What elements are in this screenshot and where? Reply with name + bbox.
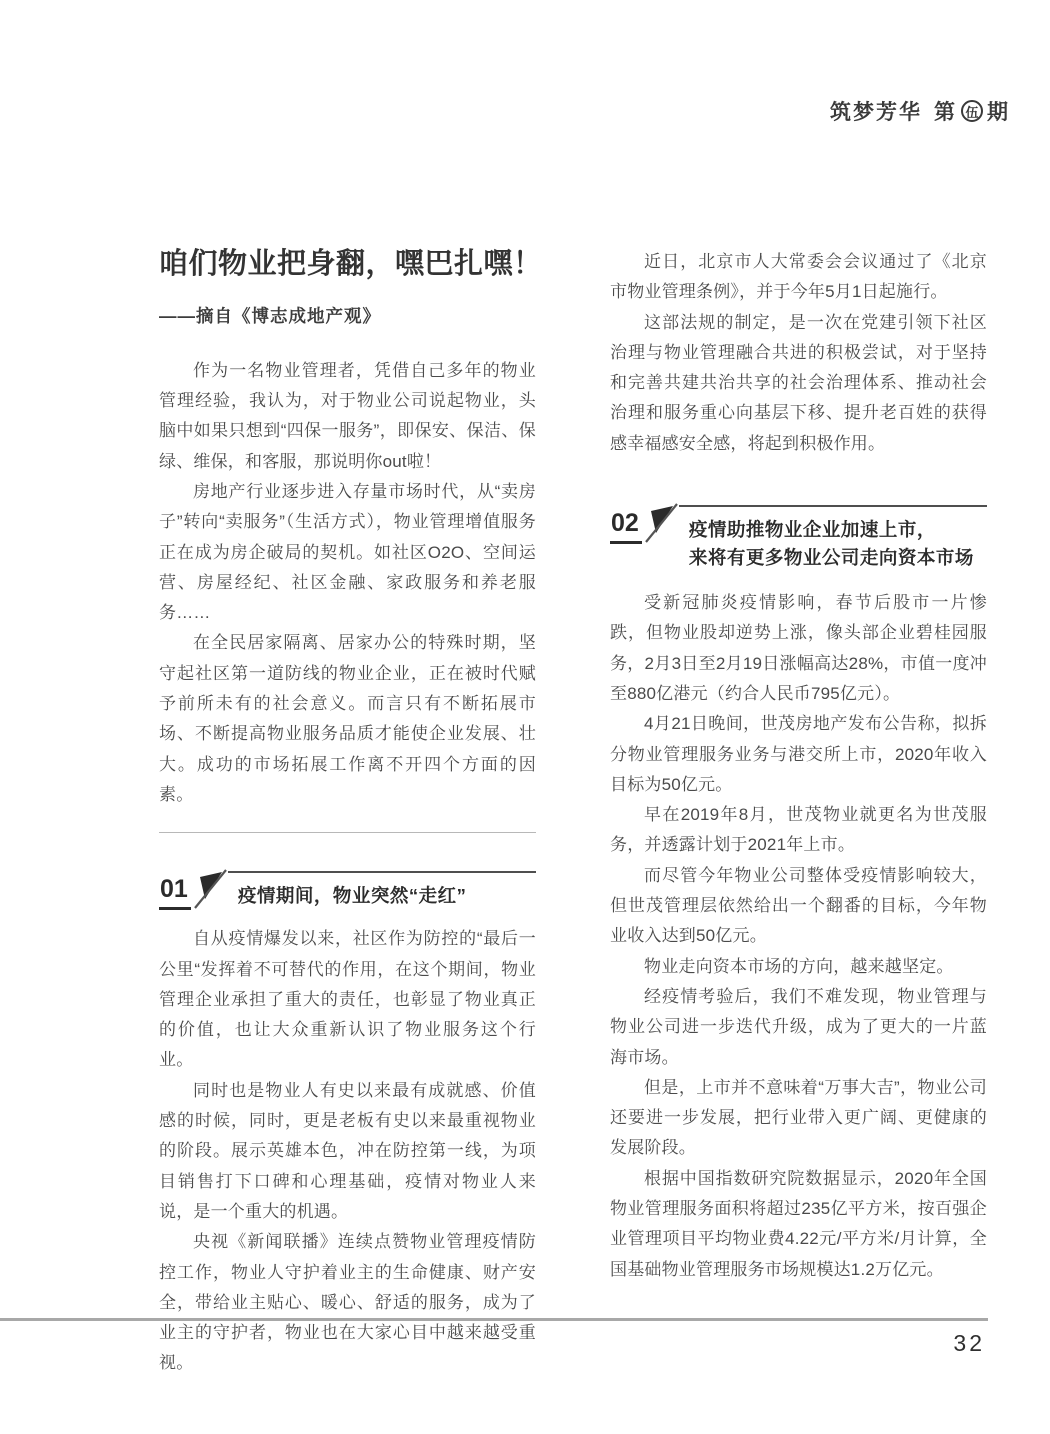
section-01-number: 01 xyxy=(159,877,191,910)
section-02-paragraphs xyxy=(610,588,987,1285)
section-slash-icon xyxy=(192,869,228,909)
paragraph: 但是，上市并不意味着“万事大吉”，物业公司还要进一步发展，把行业带入更广阔、更健康的发展阶段。 xyxy=(610,1077,987,1158)
paragraph: 在全民居家隔离、居家办公的特殊时期，坚守起社区第一道防线的物业企业，正在被时代赋予前所未有的社会意义。而言只有不断拓展市场、不断提高物业服务品质才能使企业发展、壮大。成功的市场拓展工作离不开四个方面的因素。 xyxy=(159,633,536,804)
paragraph: 同时也是物业人有史以来最有成就感、价值感的时候，同时，更是老板有史以来最重视物业的阶段。展示英雄本色，冲在防控第一线，为项目销售打下口碑和心理基础，疫情对物业人来说，是一个重大的机遇。 xyxy=(159,1080,536,1221)
right-column xyxy=(610,247,987,1285)
article-subtitle: ——摘自《博志成地产观》 xyxy=(159,305,381,326)
section-01-header xyxy=(159,869,536,910)
paragraph: 物业走向资本市场的方向，越来越坚定。 xyxy=(644,956,954,976)
paragraph: 央视《新闻联播》连续点赞物业管理疫情防控工作，物业人守护着业主的生命健康、财产安全，带给业主贴心、暖心、舒适的服务，成为了业主的守护者，物业也在大家心目中越来越受重视。 xyxy=(159,1232,536,1373)
issue-suffix: 期 xyxy=(987,101,1010,124)
issue-number-badge-icon: 伍 xyxy=(961,100,983,122)
intro-paragraphs xyxy=(159,356,536,810)
paragraph: 房地产行业逐步进入存量市场时代，从“卖房子”转向“卖服务”（生活方式），物业管理增值服务正在成为房企破局的契机。如社区O2O、空间运营、房屋经纪、社区金融、家政服务和养老服务…… xyxy=(159,481,536,623)
paragraph: 作为一名物业管理者，凭借自己多年的物业管理经验，我认为，对于物业公司说起物业，头脑中如果只想到“四保一服务”，即保安、保洁、保绿、维保，和客服，那说明你out啦！ xyxy=(159,360,536,471)
paragraph: 根据中国指数研究院数据显示，2020年全国物业管理服务面积将超过235亿平方米，按百强企业管理项目平均物业费4.22元/平方米/月计算，全国基础物业管理服务市场规模达1.2万亿元。 xyxy=(610,1168,987,1279)
paragraph: 经疫情考验后，我们不难发现，物业管理与物业公司进一步迭代升级，成为了更大的一片蓝海市场。 xyxy=(610,986,987,1067)
paragraph: 近日，北京市人大常委会会议通过了《北京市物业管理条例》，并于今年5月1日起施行。 xyxy=(610,252,987,302)
issue-prefix: 第 xyxy=(934,101,957,124)
footer-rule xyxy=(0,1318,988,1321)
section-02-number: 02 xyxy=(610,511,642,544)
paragraph: 自从疫情爆发以来，社区作为防控的“最后一公里“发挥着不可替代的作用，在这个期间，物业管理企业承担了重大的责任，也彰显了物业真正的价值，也让大众重新认识了物业服务这个行业。 xyxy=(159,929,536,1070)
column-divider xyxy=(159,832,536,833)
section-heading-line: 来将有更多物业公司走向资本市场 xyxy=(688,547,974,569)
paragraph: 4月21日晚间，世茂房地产发布公告称，拟拆分物业管理服务业务与港交所上市，2020年收入目标为50亿元。 xyxy=(610,714,987,794)
section-slash-icon xyxy=(643,503,679,543)
page-number: 32 xyxy=(953,1330,985,1356)
paragraph: 这部法规的制定，是一次在党建引领下社区治理与物业管理融合共进的积极尝试，对于坚持和完善共建共治共享的社会治理体系、推动社会治理和服务重心向基层下移、提升老百姓的获得感幸福感安全感，将起到积极作用。 xyxy=(610,312,987,453)
continuation-paragraphs xyxy=(610,247,987,459)
section-01-heading xyxy=(228,871,536,910)
paragraph: 早在2019年8月，世茂物业就更名为世茂服务，并透露计划于2021年上市。 xyxy=(610,805,987,855)
left-column xyxy=(159,246,543,1379)
issue-label xyxy=(934,96,1010,126)
brand-title: 筑梦芳华 xyxy=(830,101,922,124)
section-02-header xyxy=(610,503,987,572)
section-heading-line: 疫情助推物业企业加速上市， xyxy=(688,519,936,541)
section-heading-line: 疫情期间，物业突然“走红” xyxy=(237,885,467,907)
section-01-paragraphs xyxy=(159,924,536,1378)
section-02-heading xyxy=(679,505,987,572)
article-title: 咱们物业把身翻，嘿巴扎嘿！ xyxy=(159,246,543,280)
paragraph: 而尽管今年物业公司整体受疫情影响较大，但世茂管理层依然给出一个翻番的目标，今年物业收入达到50亿元。 xyxy=(610,865,987,946)
page-header xyxy=(830,96,1010,126)
paragraph: 受新冠肺炎疫情影响，春节后股市一片惨跌，但物业股却逆势上涨，像头部企业碧桂园服务，2月3日至2月19日涨幅高达28%，市值一度冲至880亿港元（约合人民币795亿元）。 xyxy=(610,593,987,703)
